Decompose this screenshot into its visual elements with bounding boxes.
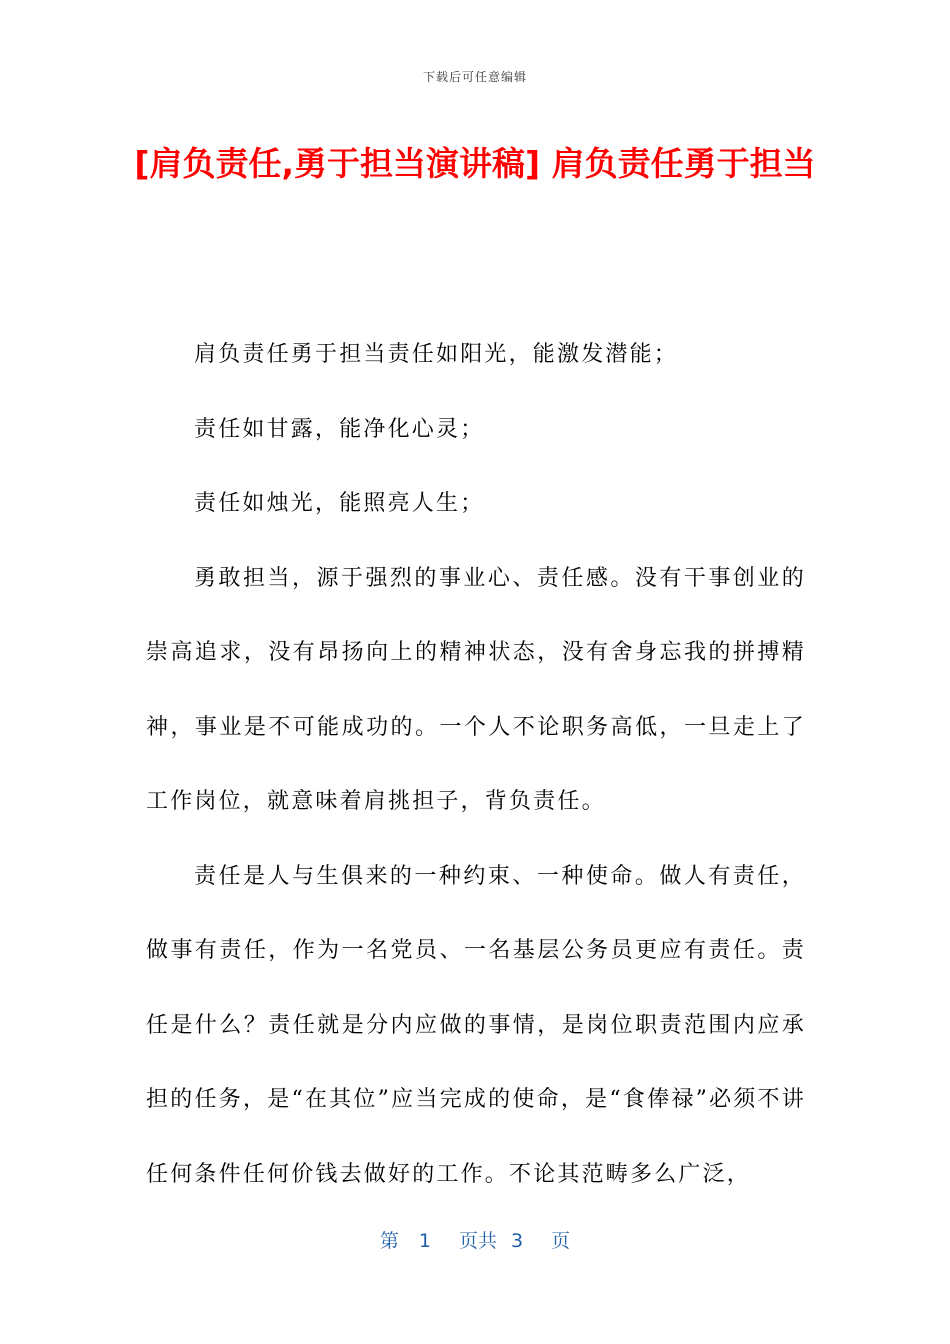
document-title: [肩负责任,勇于担当演讲稿] 肩负责任勇于担当 [134, 144, 816, 183]
paragraph: 责任是人与生俱来的一种约束、一种使命。做人有责任，做事有责任，作为一名党员、一名基层公务员更应有责任。责任是什么？责任就是分内应做的事情，是岗位职责范围内应承担的任务，是“在其位”应当完成的使命，是“食俸禄”必须不讲任何条件任何价钱去做好的工作。不论其范畴多么广泛， [146, 863, 806, 1187]
paragraph: 责任如烛光，能照亮人生； [194, 491, 485, 516]
header-note: 下载后可任意编辑 [422, 70, 527, 84]
document-body [146, 318, 806, 1212]
page-suffix: 页 [551, 1230, 571, 1252]
total-pages: 3 [511, 1230, 524, 1252]
page-number: 1 [418, 1230, 431, 1252]
page-mid: 页共 [458, 1230, 497, 1252]
paragraph: 勇敢担当，源于强烈的事业心、责任感。没有干事创业的崇高追求，没有昂扬向上的精神状态，没有舍身忘我的拼搏精神，事业是不可能成功的。一个人不论职务高低，一旦走上了工作岗位，就意味着肩挑担子，背负责任。 [146, 565, 806, 814]
paragraph: 责任如甘露，能净化心灵； [194, 416, 485, 442]
page-footer [0, 1226, 950, 1253]
paragraph: 肩负责任勇于担当责任如阳光，能激发潜能； [194, 342, 679, 367]
page-prefix: 第 [379, 1230, 399, 1252]
